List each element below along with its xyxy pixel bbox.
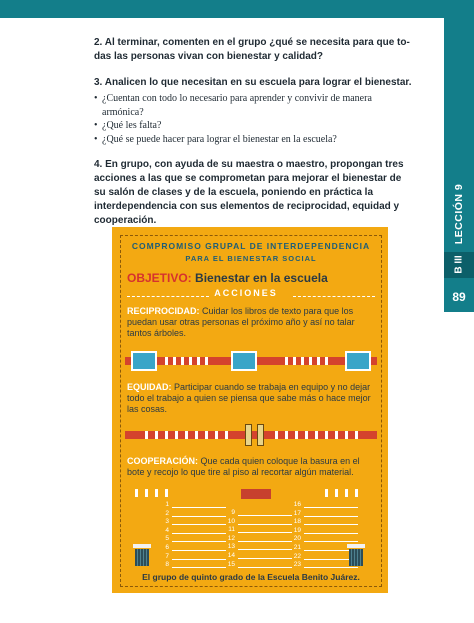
list-item: 2 [159,510,229,519]
cooperation-section [127,456,377,478]
list-item: 13 [225,543,295,552]
poster-title-line1: COMPROMISO GRUPAL DE INTERDEPENDENCIA [131,241,371,251]
equity-label: EQUIDAD: [127,382,172,392]
cooperation-text: Que cada quien coloque la basura en el bote y recojo lo que tire al piso al recortar algún material. [127,456,360,477]
list-item: 14 [225,552,295,561]
trash-box-icon [241,489,271,499]
list-item: 18 [291,518,361,527]
objective [127,270,367,286]
list-item: 4 [159,527,229,536]
list-item: 12 [225,535,295,544]
poster-title-line2: PARA EL BIENESTAR SOCIAL [185,254,317,263]
cooperation-label: COOPERACIÓN: [127,456,199,466]
pencil-icon [245,424,252,446]
activity-text [94,36,412,240]
list-item: 11 [225,526,295,535]
poster-title [127,241,375,263]
objective-label: OBJETIVO: [127,271,192,285]
top-bar [0,0,474,18]
signature-column-mid [225,509,295,569]
book-icon [345,351,371,371]
equity-section [127,382,377,415]
signature-lines [159,501,359,571]
list-item: 1 [159,501,229,510]
poster-frame [120,235,382,587]
list-item: 7 [159,553,229,562]
book-icon [231,351,257,371]
commitment-poster [112,227,388,593]
reciprocity-section [127,306,377,339]
list-item: 19 [291,527,361,536]
question-3-bullets [94,92,412,146]
list-item: 3 [159,518,229,527]
page-number: 89 [452,290,466,304]
poster-footer: El grupo de quinto grado de la Escuela Benito Juárez. [142,572,360,582]
reciprocity-label: RECIPROCIDAD: [127,306,200,316]
trash-bin-icon [133,544,151,566]
trash-bin-icon [347,544,365,566]
objective-value: Bienestar en la escuela [195,271,328,285]
equity-band [125,428,377,442]
list-item: 16 [291,501,361,510]
question-4: 4. En grupo, con ayuda de su maestra o maestro, propongan tres acciones a las que se comprometan para mejorar el bienestar de su salón de clases y de la escuela, poniendo en práctica la interdependencia con sus elementos de reciprocidad, equidad y cooperación. [94,159,404,226]
list-item: 21 [291,544,361,553]
list-item: 15 [225,561,295,570]
lesson-label: LECCIÓN 9 [453,183,465,245]
list-item: 23 [291,561,361,570]
list-item: 10 [225,518,295,527]
signature-column-left [159,501,229,570]
list-item: 6 [159,544,229,553]
list-item: 22 [291,553,361,562]
list-item: 8 [159,561,229,570]
question-3: 3. Analicen lo que necesitan en su escuela para lograr el bienestar. [94,77,412,88]
actions-label: ACCIONES [214,288,278,298]
list-item: 5 [159,535,229,544]
list-item: • ¿Qué se puede hacer para lograr el bienestar en la escuela? [94,133,412,147]
list-item: 20 [291,535,361,544]
pencil-icon [257,424,264,446]
side-tab [444,0,474,312]
list-item: • ¿Cuentan con todo lo necesario para aprender y convivir de manera armónica? [94,92,412,119]
block-label: B III [444,252,474,278]
list-item: • ¿Qué les falta? [94,119,412,133]
list-item: 9 [225,509,295,518]
book-icon [131,351,157,371]
reciprocity-text: Cuidar los libros de texto para que los puedan usar otras personas el próximo año y así no talar tantos árboles. [127,306,355,338]
list-item: 17 [291,510,361,519]
equity-text: Participar cuando se trabaja en equipo y no dejar todo el trabajo a quien se piensa que sabe más o hace mejor las cosas. [127,382,371,414]
question-2: 2. Al terminar, comenten en el grupo ¿qué se necesita para que todas las personas vivan con bienestar y calidad? [94,37,410,62]
reciprocity-band [125,354,377,368]
